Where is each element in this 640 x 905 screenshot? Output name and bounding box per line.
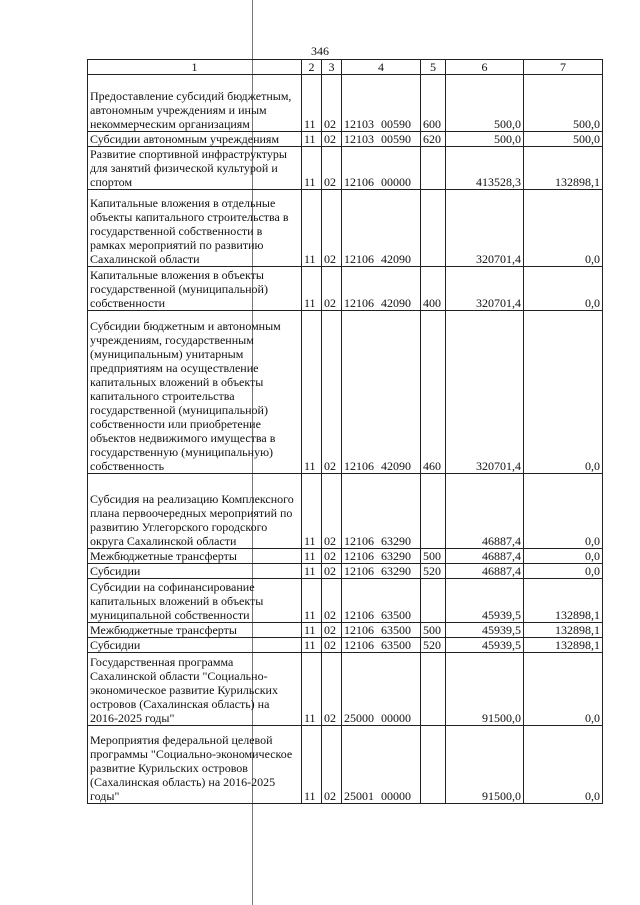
row-name: Субсидии на софинансирование капитальных вложений в объекты муниципальной собственности	[88, 579, 302, 623]
row-target-article: 12106 63290	[342, 564, 421, 579]
row-section: 11	[302, 623, 322, 638]
row-section: 11	[302, 549, 322, 564]
row-section: 11	[302, 75, 322, 132]
row-target-article: 12106 63500	[342, 579, 421, 623]
row-amount-b: 500,0	[524, 132, 603, 147]
row-name: Межбюджетные трансферты	[88, 549, 302, 564]
row-section: 11	[302, 190, 322, 267]
table-row	[88, 147, 603, 190]
table-row	[88, 190, 603, 267]
row-name: Государственная программа Сахалинской области "Социально-экономическое развитие Курильских островов (Сахалинская область) на 2016-2025 годы"	[88, 653, 302, 726]
row-expense-type: 600	[421, 75, 446, 132]
row-subsection: 02	[322, 549, 342, 564]
row-amount-a: 45939,5	[446, 623, 524, 638]
row-subsection: 02	[322, 653, 342, 726]
row-target-article: 12106 00000	[342, 147, 421, 190]
row-name: Предоставление субсидий бюджетным, автономным учреждениям и иным некоммерческим организациям	[88, 75, 302, 132]
row-section: 11	[302, 267, 322, 311]
row-amount-b: 0,0	[524, 726, 603, 804]
row-expense-type: 500	[421, 549, 446, 564]
row-target-article: 12103 00590	[342, 75, 421, 132]
table-row	[88, 726, 603, 804]
row-expense-type: 620	[421, 132, 446, 147]
row-name: Мероприятия федеральной целевой программы "Социально-экономическое развитие Курильских островов (Сахалинская область) на 2016-2025 годы"	[88, 726, 302, 804]
column-header: 6	[446, 60, 524, 75]
row-target-article: 25001 00000	[342, 726, 421, 804]
row-amount-b: 0,0	[524, 311, 603, 474]
row-target-article: 12106 42090	[342, 311, 421, 474]
row-target-article: 25000 00000	[342, 653, 421, 726]
row-amount-a: 500,0	[446, 132, 524, 147]
row-amount-b: 132898,1	[524, 623, 603, 638]
row-subsection: 02	[322, 267, 342, 311]
row-amount-b: 0,0	[524, 474, 603, 549]
column-header: 7	[524, 60, 603, 75]
table-row	[88, 638, 603, 653]
row-amount-a: 45939,5	[446, 638, 524, 653]
row-name: Капитальные вложения в отдельные объекты капитального строительства в государственной собственности в рамках мероприятий по развитию Сахалинской области	[88, 190, 302, 267]
row-amount-a: 500,0	[446, 75, 524, 132]
row-section: 11	[302, 474, 322, 549]
row-expense-type: 520	[421, 564, 446, 579]
row-expense-type: 400	[421, 267, 446, 311]
row-amount-a: 46887,4	[446, 474, 524, 549]
table-row	[88, 132, 603, 147]
row-subsection: 02	[322, 726, 342, 804]
table-row	[88, 311, 603, 474]
row-amount-b: 0,0	[524, 267, 603, 311]
row-subsection: 02	[322, 75, 342, 132]
row-section: 11	[302, 726, 322, 804]
row-amount-a: 320701,4	[446, 311, 524, 474]
row-amount-b: 132898,1	[524, 147, 603, 190]
row-amount-b: 0,0	[524, 653, 603, 726]
row-target-article: 12106 42090	[342, 190, 421, 267]
row-expense-type	[421, 726, 446, 804]
row-expense-type: 500	[421, 623, 446, 638]
row-amount-a: 413528,3	[446, 147, 524, 190]
row-name: Субсидии бюджетным и автономным учреждениям, государственным (муниципальным) унитарным предприятиям на осуществление капитальных вложений в объекты капитального строительства государственной (муниципальной) собственности или приобретение объектов недвижимого имущества в государственную (муниципальную) собственность	[88, 311, 302, 474]
row-amount-b: 0,0	[524, 564, 603, 579]
row-amount-a: 91500,0	[446, 653, 524, 726]
row-target-article: 12106 63500	[342, 638, 421, 653]
row-target-article: 12106 63290	[342, 549, 421, 564]
column-header: 3	[322, 60, 342, 75]
table-row	[88, 564, 603, 579]
table-row	[88, 549, 603, 564]
row-amount-a: 46887,4	[446, 549, 524, 564]
row-name: Развитие спортивной инфраструктуры для занятий физической культурой и спортом	[88, 147, 302, 190]
row-target-article: 12106 42090	[342, 267, 421, 311]
row-name: Субсидия на реализацию Комплексного плана первоочередных мероприятий по развитию Углегорского городского округа Сахалинской области	[88, 474, 302, 549]
row-section: 11	[302, 311, 322, 474]
row-subsection: 02	[322, 564, 342, 579]
row-name: Межбюджетные трансферты	[88, 623, 302, 638]
row-subsection: 02	[322, 579, 342, 623]
row-amount-b: 132898,1	[524, 579, 603, 623]
row-section: 11	[302, 564, 322, 579]
row-name: Субсидии автономным учреждениям	[88, 132, 302, 147]
row-subsection: 02	[322, 132, 342, 147]
row-amount-a: 320701,4	[446, 267, 524, 311]
row-expense-type	[421, 190, 446, 267]
row-amount-a: 45939,5	[446, 579, 524, 623]
row-amount-b: 0,0	[524, 190, 603, 267]
table-row	[88, 474, 603, 549]
column-header: 5	[421, 60, 446, 75]
row-subsection: 02	[322, 311, 342, 474]
table-row	[88, 75, 603, 132]
row-expense-type	[421, 474, 446, 549]
row-section: 11	[302, 132, 322, 147]
row-subsection: 02	[322, 623, 342, 638]
row-target-article: 12106 63500	[342, 623, 421, 638]
table-row	[88, 579, 603, 623]
row-subsection: 02	[322, 638, 342, 653]
row-amount-b: 132898,1	[524, 638, 603, 653]
table-row	[88, 623, 603, 638]
column-header: 2	[302, 60, 322, 75]
row-amount-a: 46887,4	[446, 564, 524, 579]
row-target-article: 12106 63290	[342, 474, 421, 549]
row-expense-type: 460	[421, 311, 446, 474]
row-subsection: 02	[322, 474, 342, 549]
row-subsection: 02	[322, 190, 342, 267]
column-header: 1	[88, 60, 302, 75]
budget-table	[87, 59, 603, 804]
table-header-row	[88, 60, 603, 75]
row-section: 11	[302, 638, 322, 653]
row-amount-b: 500,0	[524, 75, 603, 132]
row-name: Субсидии	[88, 564, 302, 579]
row-section: 11	[302, 147, 322, 190]
table-row	[88, 653, 603, 726]
row-target-article: 12103 00590	[342, 132, 421, 147]
table-row	[88, 267, 603, 311]
column-header: 4	[342, 60, 421, 75]
row-section: 11	[302, 653, 322, 726]
row-amount-b: 0,0	[524, 549, 603, 564]
row-amount-a: 320701,4	[446, 190, 524, 267]
row-amount-a: 91500,0	[446, 726, 524, 804]
page-number: 346	[311, 44, 329, 58]
row-expense-type: 520	[421, 638, 446, 653]
row-expense-type	[421, 653, 446, 726]
row-section: 11	[302, 579, 322, 623]
row-name: Капитальные вложения в объекты государственной (муниципальной) собственности	[88, 267, 302, 311]
row-expense-type	[421, 579, 446, 623]
row-name: Субсидии	[88, 638, 302, 653]
row-subsection: 02	[322, 147, 342, 190]
row-expense-type	[421, 147, 446, 190]
